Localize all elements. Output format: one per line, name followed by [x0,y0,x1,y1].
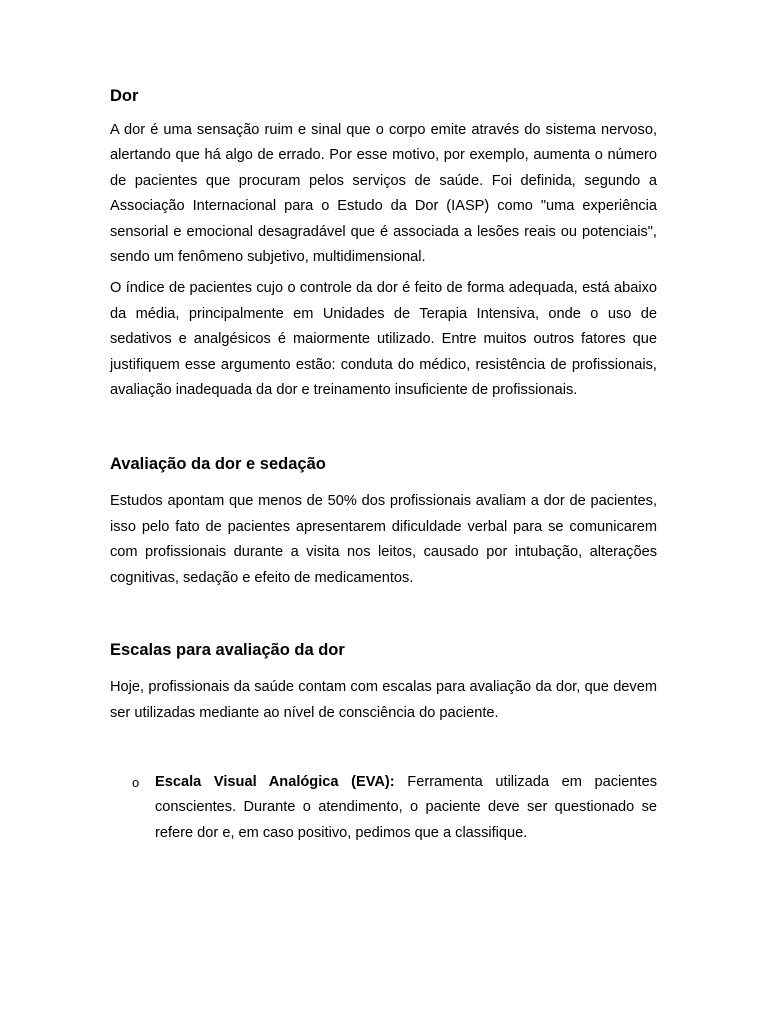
paragraph-escalas: Hoje, profissionais da saúde contam com escalas para avaliação da dor, que devem ser utilizadas mediante ao nível de consciência do paciente. [110,679,657,721]
list-item-text: Ferramenta utilizada em pacientes conscientes. Durante o atendimento, o paciente deve ser questionado se refere dor e, em caso positivo, pedimos que a classifique. [155,773,657,841]
paragraph-avaliacao: Estudos apontam que menos de 50% dos profissionais avaliam a dor de pacientes, isso pelo fato de pacientes apresentarem dificuldade verbal para se comunicarem com profissionais durante a visita nos leitos, causado por intubação, alterações cognitivas, sedação e efeito de medicamentos. [110,493,657,586]
section-heading-escalas: Escalas para avaliação da dor [110,641,345,660]
escalas-list [110,770,657,846]
section-heading-avaliacao: Avaliação da dor e sedação [110,455,326,474]
paragraph-dor-definition: A dor é uma sensação ruim e sinal que o corpo emite através do sistema nervoso, alertando que há algo de errado. Por esse motivo, por exemplo, aumenta o número de pacientes que procuram pelos serviços de saúde. Foi definida, segundo a Associação Internacional para o Estudo da Dor (IASP) como "uma experiência sensorial e emocional desagradável que é associada a lesões reais ou potenciais", sendo um fenômeno subjetivo, multidimensional. [110,122,657,266]
paragraph-dor-control: O índice de pacientes cujo o controle da dor é feito de forma adequada, está abaixo da média, principalmente em Unidades de Terapia Intensiva, onde o uso de sedativos e analgésicos é maiormente utilizado. Entre muitos outros fatores que justifiquem esse argumento estão: conduta do médico, resistência de profissionais, avaliação inadequada da dor e treinamento insuficiente de profissionais. [110,280,657,399]
hollow-circle-bullet-icon: o [132,774,140,790]
list-item [110,770,657,846]
document-page [110,84,657,846]
section-heading-dor: Dor [110,87,139,105]
list-item-term: Escala Visual Analógica (EVA): [155,773,395,790]
